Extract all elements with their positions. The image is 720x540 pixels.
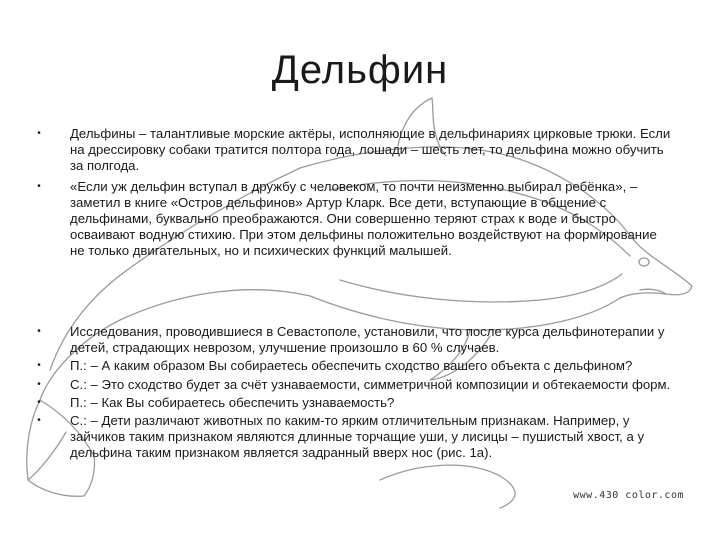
bullet-marker: • [37,326,41,337]
bullet-text: П.: – А каким образом Вы собираетесь обеспечить сходство вашего объекта с дельфином? [70,358,633,374]
bullet-item [34,358,674,374]
bullet-marker: • [37,415,41,427]
bullet-item [34,126,674,175]
slide-title: Дельфин [271,48,449,92]
bullet-text: «Если уж дельфин вступал в дружбу с человеком, то почти неизменно выбирал ребёнка», – заметил в книге «Остров дельфинов» Артур Кларк. Все дети, вступающие в общение с дельфинами, буквально преображаются. Они совершенно теряют страх к воде и быстро осваивают водную стихию. При этом дельфины положительно воздействуют на формирование не только двигательных, но и психических функций малышей. [70,178,657,259]
bullet-marker: • [37,180,41,192]
bullet-list-bottom [34,324,674,462]
watermark: www.430 color.com [573,490,684,501]
bullet-text: Дельфины – талантливые морские актёры, исполняющие в дельфинариях цирковые трюки. Если на дрессировку собаки тратится полтора года, лошади – шесть лет, то дельфина можно обучить за полгода. [70,126,671,174]
bullet-marker: • [37,360,41,372]
bullet-text: С.: – Дети различают животных по каким-то ярким отличительным признакам. Например, у зайчиков таким признаком являются длинные торчащие уши, у лисицы – пушистый хвост, а у дельфина таким признаком является задранный вверх нос (рис. 1а). [70,413,645,461]
bullet-text: Исследования, проводившиеся в Севастополе, установили, что после курса дельфинотерапии у детей, страдающих неврозом, улучшение произошло в 60 % случаев. [70,324,665,356]
bullet-item [34,324,674,356]
bullet-item [34,413,674,462]
bullet-marker: • [37,396,41,408]
bullet-item [34,377,674,393]
bullet-marker: • [37,128,41,139]
bullet-item [34,395,674,411]
bullet-list-top [34,126,674,260]
bullet-text: П.: – Как Вы собираетесь обеспечить узнаваемость? [70,394,395,410]
bullet-marker: • [37,378,41,390]
bullet-item [34,179,674,260]
bullet-text: С.: – Это сходство будет за счёт узнаваемости, симметричной композиции и обтекаемости форм. [70,376,671,392]
